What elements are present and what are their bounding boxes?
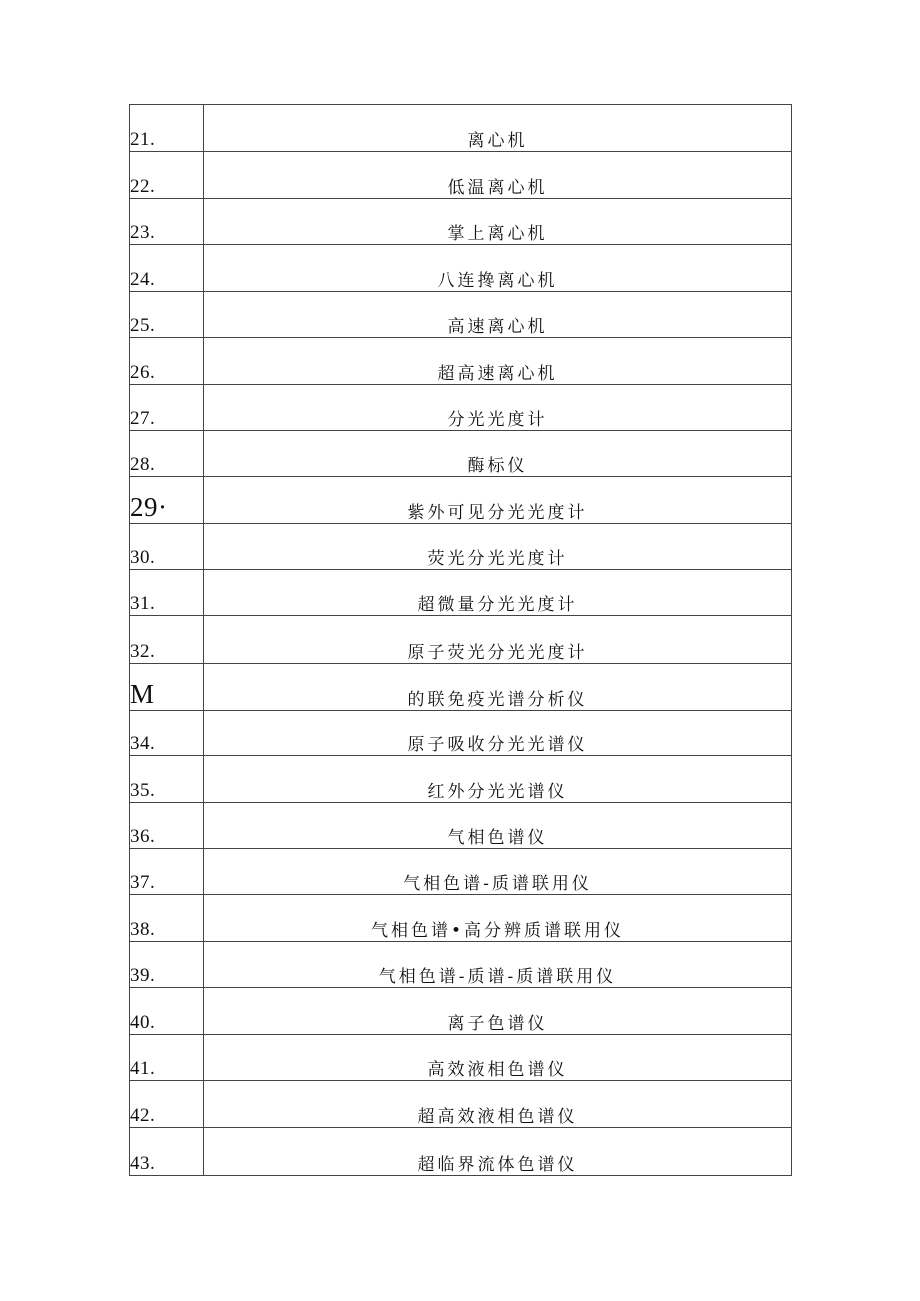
row-number: 38. bbox=[130, 895, 204, 942]
row-number: 24. bbox=[130, 245, 204, 292]
row-number: 43. bbox=[130, 1128, 204, 1176]
table-row bbox=[130, 1035, 792, 1081]
table-row bbox=[130, 199, 792, 245]
row-number: 28. bbox=[130, 431, 204, 477]
table-row bbox=[130, 152, 792, 199]
row-number: 25. bbox=[130, 292, 204, 338]
table-row bbox=[130, 849, 792, 895]
equipment-name: 超微量分光光度计 bbox=[204, 570, 792, 616]
row-number: 35. bbox=[130, 756, 204, 803]
table-row bbox=[130, 385, 792, 431]
row-number: 31. bbox=[130, 570, 204, 616]
row-number: 41. bbox=[130, 1035, 204, 1081]
row-number: 34. bbox=[130, 711, 204, 756]
equipment-name: 酶标仪 bbox=[204, 431, 792, 477]
row-number: 22. bbox=[130, 152, 204, 199]
equipment-name: 离子色谱仪 bbox=[204, 988, 792, 1035]
row-number: 21. bbox=[130, 105, 204, 152]
table-row bbox=[130, 895, 792, 942]
equipment-name: 八连搀离心机 bbox=[204, 245, 792, 292]
equipment-name: 超高速离心机 bbox=[204, 338, 792, 385]
equipment-name: 低温离心机 bbox=[204, 152, 792, 199]
table-row bbox=[130, 1128, 792, 1176]
table-row bbox=[130, 105, 792, 152]
table-row bbox=[130, 1081, 792, 1128]
table-row bbox=[130, 292, 792, 338]
equipment-name: 荧光分光光度计 bbox=[204, 524, 792, 570]
equipment-name: 分光光度计 bbox=[204, 385, 792, 431]
table-row bbox=[130, 245, 792, 292]
table-row bbox=[130, 477, 792, 524]
equipment-name: 超临界流体色谱仪 bbox=[204, 1128, 792, 1176]
equipment-name: 超高效液相色谱仪 bbox=[204, 1081, 792, 1128]
equipment-name: 高速离心机 bbox=[204, 292, 792, 338]
row-number: 32. bbox=[130, 616, 204, 664]
row-number: 36. bbox=[130, 803, 204, 849]
row-number: 39. bbox=[130, 942, 204, 988]
table-row bbox=[130, 664, 792, 711]
row-number: 27. bbox=[130, 385, 204, 431]
equipment-name: 离心机 bbox=[204, 105, 792, 152]
equipment-name: 气相色谱•高分辨质谱联用仪 bbox=[204, 895, 792, 942]
row-number: 30. bbox=[130, 524, 204, 570]
table-row bbox=[130, 711, 792, 756]
table-row bbox=[130, 942, 792, 988]
row-number: 29· bbox=[130, 477, 204, 524]
equipment-name: 掌上离心机 bbox=[204, 199, 792, 245]
equipment-table bbox=[129, 104, 792, 1176]
table-row bbox=[130, 431, 792, 477]
equipment-name: 气相色谱仪 bbox=[204, 803, 792, 849]
table-row bbox=[130, 988, 792, 1035]
equipment-name: 高效液相色谱仪 bbox=[204, 1035, 792, 1081]
equipment-name: 气相色谱-质谱联用仪 bbox=[204, 849, 792, 895]
row-number: 26. bbox=[130, 338, 204, 385]
equipment-name: 红外分光光谱仪 bbox=[204, 756, 792, 803]
row-number: 40. bbox=[130, 988, 204, 1035]
table-row bbox=[130, 803, 792, 849]
equipment-name: 紫外可见分光光度计 bbox=[204, 477, 792, 524]
table-row bbox=[130, 570, 792, 616]
row-number: 42. bbox=[130, 1081, 204, 1128]
equipment-name: 原子荧光分光光度计 bbox=[204, 616, 792, 664]
row-number: M bbox=[130, 664, 204, 711]
table-row bbox=[130, 756, 792, 803]
equipment-name: 气相色谱-质谱-质谱联用仪 bbox=[204, 942, 792, 988]
row-number: 37. bbox=[130, 849, 204, 895]
table-row bbox=[130, 524, 792, 570]
table-row bbox=[130, 616, 792, 664]
row-number: 23. bbox=[130, 199, 204, 245]
table-row bbox=[130, 338, 792, 385]
equipment-name: 的联免疫光谱分析仪 bbox=[204, 664, 792, 711]
equipment-name: 原子吸收分光光谱仪 bbox=[204, 711, 792, 756]
